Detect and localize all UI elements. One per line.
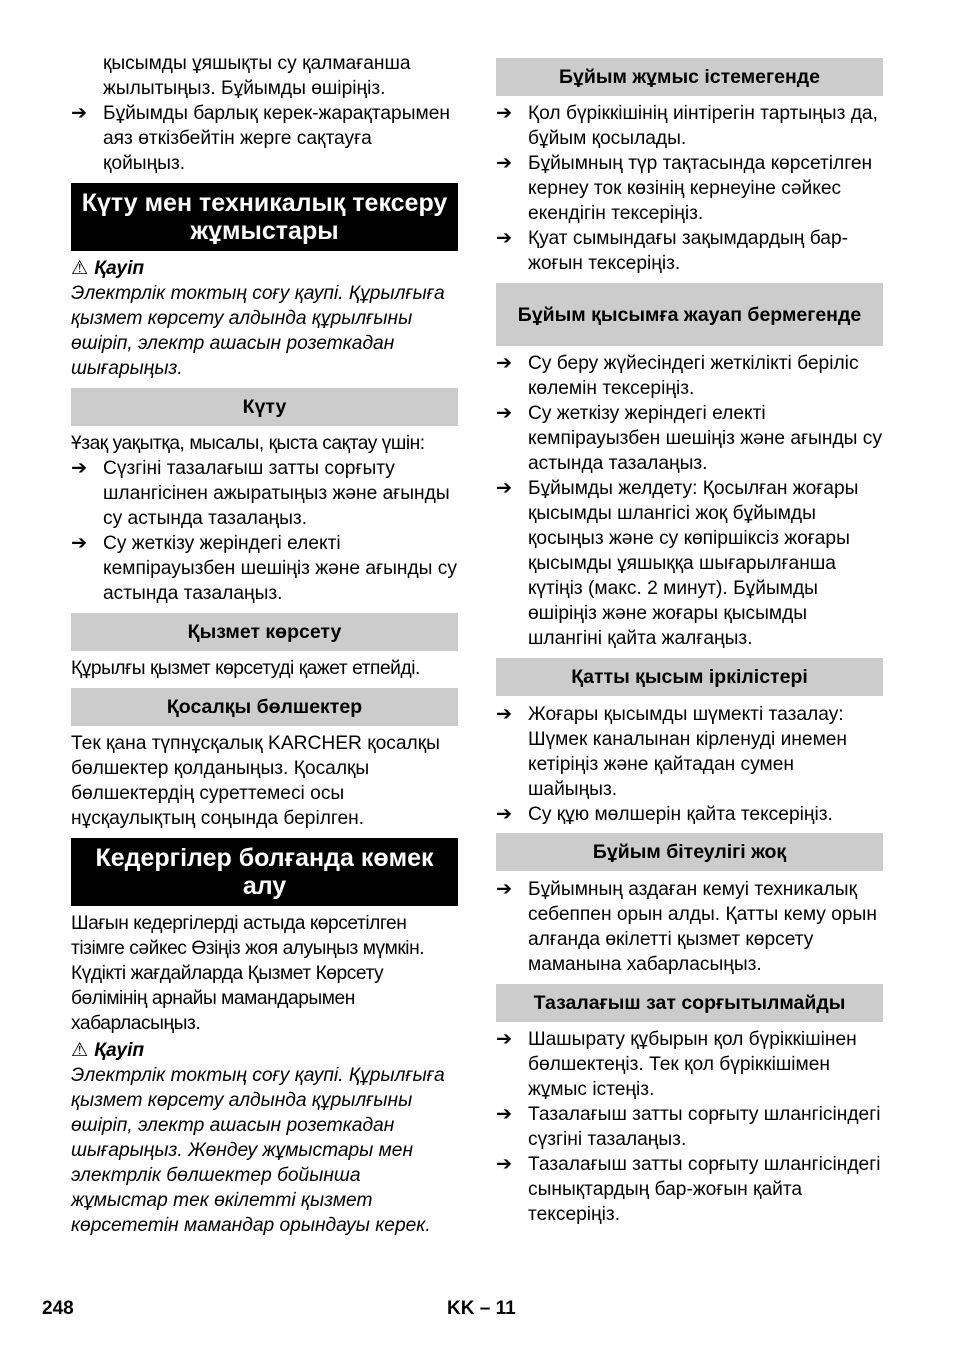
list-item-text: Бұйымның түр тақтасында көрсетілген кернеу ток көзінің кернеуіне сәйкес екендігін тексеріңіз.	[528, 153, 873, 224]
arrow-icon: ➔	[496, 879, 513, 900]
paragraph-intro: қысымды ұяшықты су қалмағанша жылытыңыз. Бұйымды өшіріңіз.	[103, 53, 411, 99]
list-item-text: Шашырату құбырын қол бүріккішінен бөлшектеңіз. Тек қол бүріккішімен жұмыс істеңіз.	[528, 1029, 857, 1100]
arrow-icon: ➔	[496, 1104, 513, 1125]
subsection-heading-parts: Қосалқы бөлшектер	[71, 688, 458, 726]
subsection-heading-detergent: Тазалағыш зат сорғытылмайды	[496, 984, 883, 1022]
warning-label-text: Қауіп	[94, 258, 145, 279]
section-heading-care: Күту мен техникалық тексеру жұмыстары	[71, 183, 458, 251]
arrow-icon: ➔	[496, 153, 513, 174]
arrow-icon: ➔	[496, 1154, 513, 1175]
list-item-text: Су құю мөлшерін қайта тексеріңіз.	[528, 804, 833, 825]
warning-text: Электрлік токтың соғу қаупі. Құрылғыға қызмет көрсету алдында құрылғыны өшіріп, электр ашасын розеткадан шығарыңыз. Жөндеу жұмыстары мен электрлік бөлшектер бойынша жұмыстар тек өкілетті қызмет көрсететін мамандар орындауы керек.	[71, 1065, 445, 1236]
help-text: Шағын кедергілерді астыда көрсетілген тізімге сәйкес Өзіңіз жоя алуыңыз мүмкін. Күдікті жағдайларда Қызмет Көрсету бөлімінің арнайы мамандарымен хабарласыңыз.	[71, 913, 425, 1034]
arrow-icon: ➔	[496, 353, 513, 374]
list-item-text: Сүзгіні тазалағыш затты сорғыту шлангісінен ажыратыңыз және ағынды су астында тазалаңыз.	[103, 458, 450, 529]
list-item-text: Су жеткізу жеріндегі електі кемпірауызбен шешіңіз және ағынды су астында тазалаңыз.	[103, 533, 457, 604]
service-text: Құрылғы қызмет көрсетуді қажет етпейді.	[71, 658, 420, 679]
arrow-icon: ➔	[496, 704, 513, 725]
subsection-heading-leak: Бұйым бітеулігі жоқ	[496, 833, 883, 871]
subsection-heading-no-pressure: Бұйым қысымға жауап бермегенде	[496, 283, 883, 346]
list-item-text: Бұйымды барлық керек-жарақтарымен аяз өткізбейтін жерге сақтауға қойыңыз.	[103, 103, 450, 174]
page-number: 248	[42, 1298, 74, 1319]
list-item-text: Жоғары қысымды шүмекті тазалау: Шүмек каналынан кірленуді инемен кетіріңіз және қайтадан сумен шайыңыз.	[528, 704, 848, 800]
list-item-text: Су беру жүйесіндегі жеткілікті беріліс көлемін тексеріңіз.	[528, 353, 859, 399]
arrow-icon: ➔	[71, 533, 88, 554]
arrow-icon: ➔	[496, 478, 513, 499]
arrow-icon: ➔	[496, 103, 513, 124]
subsection-heading-pressure-fluctuations: Қатты қысым іркілістері	[496, 658, 883, 696]
arrow-icon: ➔	[496, 804, 513, 825]
list-item-text: Бұйымның аздаған кемуі техникалық себеппен орын алды. Қатты кему орын алғанда өкілетті қызмет көрсету маманына хабарласыңыз.	[528, 879, 877, 975]
warning-label	[71, 1038, 144, 1063]
warning-label-text: Қауіп	[94, 1040, 145, 1061]
list-item-text: Тазалағыш затты сорғыту шлангісіндегі сүзгіні тазалаңыз.	[528, 1104, 881, 1150]
parts-text: Тек қана түпнұсқалық KARCHER қосалқы бөлшектер қолданыңыз. Қосалқы бөлшектердің суреттемесі осы нұсқаулықтың соңында берілген.	[71, 733, 440, 829]
section-heading-help: Кедергілер болғанда көмек алу	[71, 838, 458, 906]
arrow-icon: ➔	[496, 403, 513, 424]
list-item-text: Тазалағыш затты сорғыту шлангісіндегі сынықтардың бар-жоғын қайта тексеріңіз.	[528, 1154, 881, 1225]
warning-icon: ⚠	[71, 258, 89, 279]
arrow-icon: ➔	[71, 458, 88, 479]
list-item-text: Қол бүріккішінің иінтірегін тартыңыз да, бұйым қосылады.	[528, 103, 878, 149]
subsection-heading-not-working: Бұйым жұмыс істемегенде	[496, 58, 883, 96]
subsection-heading-service: Қызмет көрсету	[71, 613, 458, 651]
subsection-heading-care: Күту	[71, 388, 458, 426]
warning-text: Электрлік токтың соғу қаупі. Құрылғыға қызмет көрсету алдында құрылғыны өшіріп, электр ашасын розеткадан шығарыңыз.	[71, 283, 445, 379]
warning-icon: ⚠	[71, 1040, 89, 1061]
list-item-text: Қуат сымындағы зақымдардың бар-жоғын тексеріңіз.	[528, 228, 849, 274]
care-intro: Ұзақ уақытқа, мысалы, қыста сақтау үшін:	[71, 433, 425, 454]
section-label: KK – 11	[447, 1298, 516, 1319]
arrow-icon: ➔	[496, 1029, 513, 1050]
arrow-icon: ➔	[71, 103, 88, 124]
list-item-text: Су жеткізу жеріндегі електі кемпірауызбен шешіңіз және ағынды су астында тазалаңыз.	[528, 403, 882, 474]
warning-label	[71, 256, 144, 281]
list-item-text: Бұйымды желдету: Қосылған жоғары қысымды шлангісі жоқ бұйымды қосыңыз және су көпіршіксіз жоғары қысымды ұяшыққа шығарылғанша күтіңіз (макс. 2 минут). Бұйымды өшіріңіз және жоғары қысымды шлангіні қайта жалғаңыз.	[528, 478, 859, 649]
arrow-icon: ➔	[496, 228, 513, 249]
